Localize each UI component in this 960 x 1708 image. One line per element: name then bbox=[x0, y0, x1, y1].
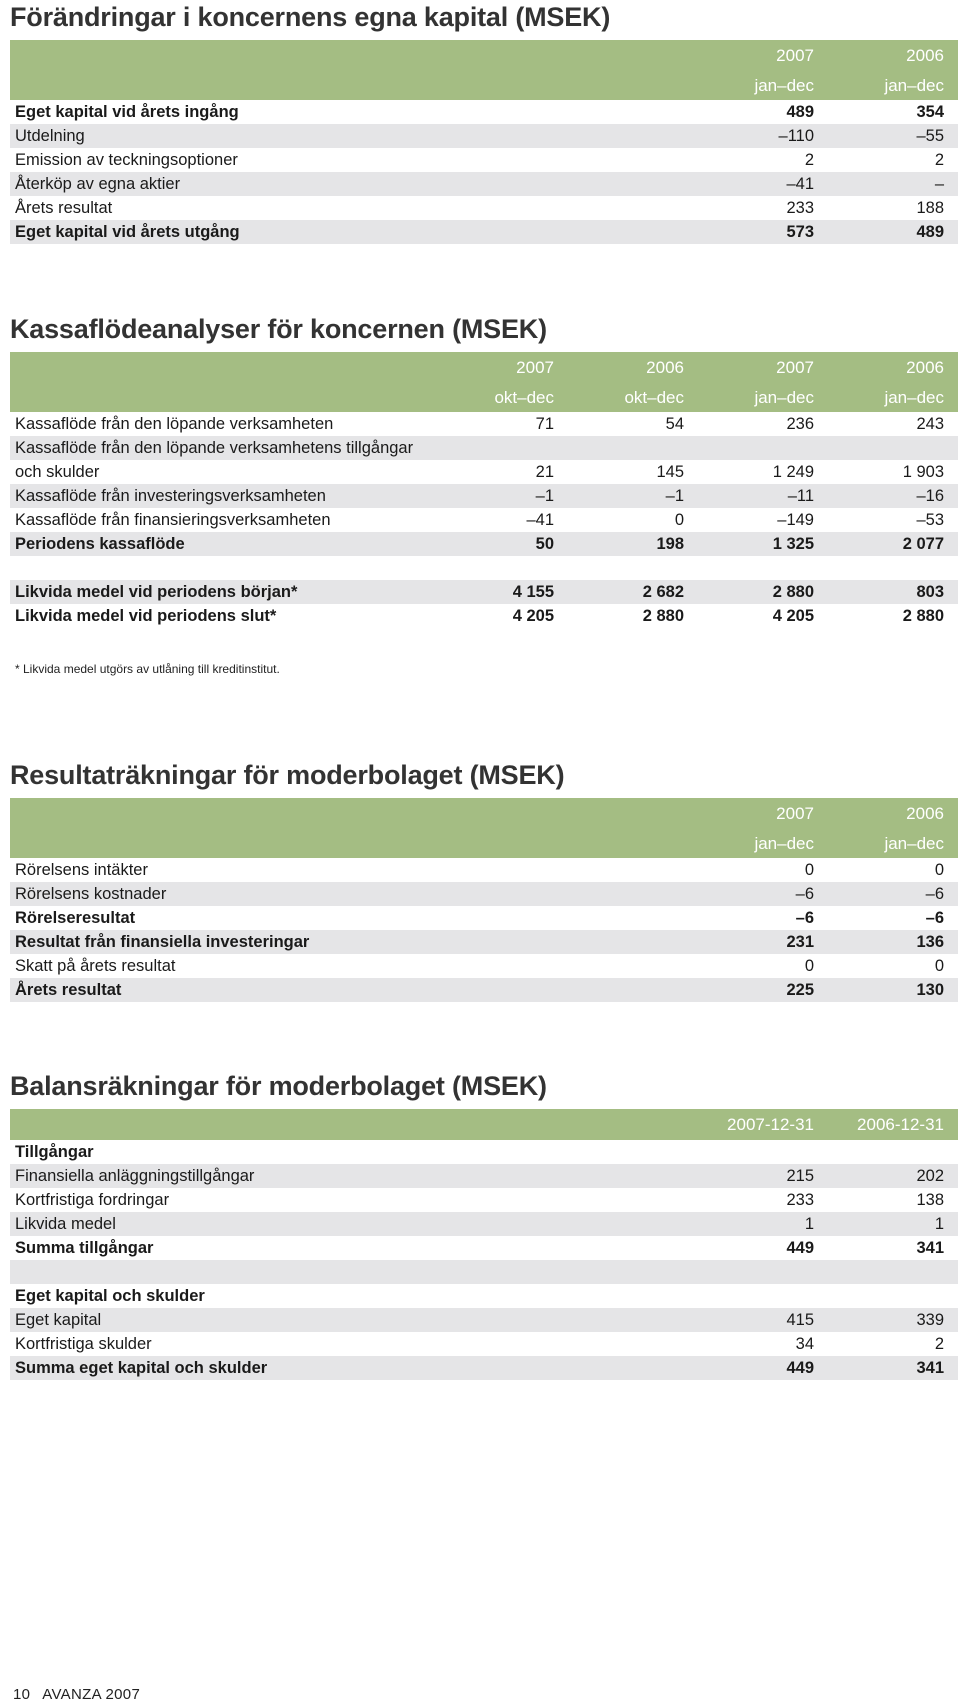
row-value: 130 bbox=[828, 978, 958, 1002]
row-value: –6 bbox=[795, 909, 814, 927]
row-value: –6 bbox=[698, 882, 828, 906]
row-value bbox=[698, 556, 828, 580]
table-row bbox=[10, 930, 958, 954]
row-value: 489 bbox=[786, 103, 814, 121]
column-header-period: jan–dec bbox=[698, 71, 828, 100]
table-row bbox=[10, 1308, 958, 1332]
column-header-period: okt–dec bbox=[438, 383, 568, 412]
row-value: 215 bbox=[698, 1164, 828, 1188]
row-value: 4 205 bbox=[772, 607, 814, 625]
row-label: Periodens kassaflöde bbox=[10, 532, 438, 556]
cashflow-section bbox=[10, 312, 958, 628]
row-value: –110 bbox=[698, 124, 828, 148]
row-value: 0 bbox=[674, 511, 684, 529]
row-value: 354 bbox=[916, 103, 944, 121]
header-blank-cell bbox=[10, 798, 698, 829]
income-title: Resultaträkningar för moderbolaget (MSEK) bbox=[10, 760, 565, 790]
table-row bbox=[10, 412, 958, 436]
table-row bbox=[10, 148, 958, 172]
row-value: 489 bbox=[828, 220, 958, 244]
row-label: Skatt på årets resultat bbox=[15, 957, 176, 975]
row-value: 573 bbox=[698, 220, 828, 244]
table-row bbox=[10, 858, 958, 882]
row-value: 2 880 bbox=[642, 607, 684, 625]
row-label: Tillgångar bbox=[15, 1143, 94, 1161]
row-value: –149 bbox=[777, 511, 814, 529]
row-value: 50 bbox=[438, 532, 568, 556]
header-row-years bbox=[10, 40, 958, 71]
column-header-period: jan–dec bbox=[698, 829, 828, 858]
table-row bbox=[10, 1140, 958, 1164]
row-value: –11 bbox=[698, 484, 828, 508]
header-blank-cell bbox=[10, 829, 698, 858]
row-value bbox=[438, 556, 568, 580]
row-label: Återköp av egna aktier bbox=[10, 172, 698, 196]
column-header-year: 2006 bbox=[828, 798, 958, 829]
row-value: 225 bbox=[698, 978, 828, 1002]
header-blank-cell bbox=[10, 383, 438, 412]
row-label: och skulder bbox=[15, 463, 100, 481]
table-row bbox=[10, 1284, 958, 1308]
row-label: Rörelsens kostnader bbox=[10, 882, 698, 906]
row-value bbox=[698, 436, 828, 460]
column-header-period: jan–dec bbox=[828, 71, 958, 100]
row-value: –53 bbox=[916, 511, 944, 529]
header-row-periods bbox=[10, 829, 958, 858]
table-row bbox=[10, 1260, 958, 1284]
row-value: 138 bbox=[916, 1191, 944, 1209]
header-blank-cell bbox=[10, 352, 438, 383]
column-header-period: jan–dec bbox=[828, 829, 958, 858]
header-row-years bbox=[10, 798, 958, 829]
table-row bbox=[10, 508, 958, 532]
row-value: –55 bbox=[828, 124, 958, 148]
header-row-periods bbox=[10, 71, 958, 100]
balance-title: Balansräkningar för moderbolaget (MSEK) bbox=[10, 1071, 547, 1101]
row-value bbox=[828, 1284, 958, 1308]
column-header-year: 2007 bbox=[698, 40, 828, 71]
page-number: 10 bbox=[13, 1686, 31, 1703]
table-row bbox=[10, 100, 958, 124]
row-value: 236 bbox=[786, 415, 814, 433]
column-header-period: okt–dec bbox=[568, 383, 698, 412]
row-value: –6 bbox=[828, 882, 958, 906]
page-footer bbox=[13, 1686, 140, 1703]
cashflow-table bbox=[10, 352, 958, 628]
row-value: –41 bbox=[698, 172, 828, 196]
row-value: 0 bbox=[934, 957, 944, 975]
table-row bbox=[10, 532, 958, 556]
equity-title: Förändringar i koncernens egna kapital (MSEK) bbox=[10, 2, 611, 32]
row-value: 1 325 bbox=[698, 532, 828, 556]
row-label: Eget kapital vid årets ingång bbox=[15, 103, 239, 121]
row-value: 449 bbox=[698, 1356, 828, 1380]
row-value: 136 bbox=[828, 930, 958, 954]
row-value: 0 bbox=[934, 861, 944, 879]
row-value: 188 bbox=[916, 199, 944, 217]
row-value: 1 bbox=[698, 1212, 828, 1236]
row-label: Eget kapital och skulder bbox=[15, 1287, 205, 1305]
row-value bbox=[828, 1140, 958, 1164]
row-value: 2 880 bbox=[902, 607, 944, 625]
table-row bbox=[10, 1356, 958, 1380]
row-value: 2 880 bbox=[698, 580, 828, 604]
column-header-period: jan–dec bbox=[828, 383, 958, 412]
balance-section bbox=[10, 1069, 958, 1380]
table-row bbox=[10, 882, 958, 906]
row-value bbox=[568, 556, 698, 580]
balance-tbody bbox=[10, 1109, 958, 1380]
row-label: Eget kapital bbox=[10, 1308, 698, 1332]
row-value bbox=[568, 436, 698, 460]
row-label: Resultat från finansiella investeringar bbox=[10, 930, 698, 954]
column-header-year: 2007 bbox=[438, 352, 568, 383]
table-row bbox=[10, 954, 958, 978]
table-row bbox=[10, 556, 958, 580]
row-label: Summa eget kapital och skulder bbox=[10, 1356, 698, 1380]
column-header-year: 2006 bbox=[568, 352, 698, 383]
row-value: 2 bbox=[804, 151, 814, 169]
row-value: 339 bbox=[828, 1308, 958, 1332]
column-header-year: 2006 bbox=[828, 352, 958, 383]
row-value: 145 bbox=[656, 463, 684, 481]
equity-section bbox=[10, 0, 958, 244]
header-row-years bbox=[10, 352, 958, 383]
column-header-year: 2006-12-31 bbox=[828, 1109, 958, 1140]
table-row bbox=[10, 1164, 958, 1188]
row-label: Kassaflöde från den löpande verksamhetens tillgångar bbox=[10, 436, 438, 460]
row-label: Likvida medel vid periodens slut* bbox=[15, 607, 277, 625]
cashflow-footnote: * Likvida medel utgörs av utlåning till kreditinstitut. bbox=[15, 662, 280, 676]
row-label: Kortfristiga skulder bbox=[15, 1335, 152, 1353]
publication-name: AVANZA 2007 bbox=[42, 1686, 141, 1703]
table-row bbox=[10, 1212, 958, 1236]
column-header-year: 2007 bbox=[698, 798, 828, 829]
row-value: 4 205 bbox=[512, 607, 554, 625]
column-header-year: 2007 bbox=[698, 352, 828, 383]
row-value: 198 bbox=[568, 532, 698, 556]
cashflow-title: Kassaflödeanalyser för koncernen (MSEK) bbox=[10, 314, 547, 344]
row-label bbox=[10, 1260, 698, 1284]
row-value: 341 bbox=[828, 1356, 958, 1380]
row-value: 202 bbox=[828, 1164, 958, 1188]
table-row bbox=[10, 436, 958, 460]
table-row bbox=[10, 124, 958, 148]
row-label: Kassaflöde från finansieringsverksamheten bbox=[15, 511, 331, 529]
column-header-year: 2007-12-31 bbox=[698, 1109, 828, 1140]
row-value: 1 bbox=[828, 1212, 958, 1236]
table-row bbox=[10, 978, 958, 1002]
row-value: 231 bbox=[698, 930, 828, 954]
table-row bbox=[10, 604, 958, 628]
row-value: 71 bbox=[535, 415, 554, 433]
row-value: 341 bbox=[916, 1239, 944, 1257]
table-row bbox=[10, 196, 958, 220]
row-label: Kassaflöde från den löpande verksamheten bbox=[15, 415, 334, 433]
row-label bbox=[10, 556, 438, 580]
row-label: Kassaflöde från investeringsverksamheten bbox=[10, 484, 438, 508]
header-blank-cell bbox=[10, 71, 698, 100]
row-value: 21 bbox=[535, 463, 554, 481]
row-value: 4 155 bbox=[438, 580, 568, 604]
row-value: 0 bbox=[804, 861, 814, 879]
row-label: Rörelseresultat bbox=[15, 909, 136, 927]
table-row bbox=[10, 906, 958, 930]
row-value: – bbox=[828, 172, 958, 196]
row-value bbox=[828, 556, 958, 580]
table-row bbox=[10, 1236, 958, 1260]
row-value: 243 bbox=[916, 415, 944, 433]
row-value bbox=[698, 1260, 828, 1284]
row-value: 1 903 bbox=[902, 463, 944, 481]
row-label: Finansiella anläggningstillgångar bbox=[10, 1164, 698, 1188]
row-value: –41 bbox=[526, 511, 554, 529]
row-label: Likvida medel bbox=[10, 1212, 698, 1236]
column-header-period: jan–dec bbox=[698, 383, 828, 412]
row-value: 0 bbox=[804, 957, 814, 975]
row-value bbox=[438, 436, 568, 460]
header-blank-cell bbox=[10, 40, 698, 71]
row-label: Årets resultat bbox=[10, 978, 698, 1002]
row-value bbox=[698, 1284, 828, 1308]
row-label: Emission av teckningsoptioner bbox=[15, 151, 238, 169]
cashflow-tbody bbox=[10, 352, 958, 628]
row-value: 1 249 bbox=[772, 463, 814, 481]
balance-table bbox=[10, 1109, 958, 1380]
header-row-periods bbox=[10, 383, 958, 412]
column-header-year: 2006 bbox=[828, 40, 958, 71]
row-label: Eget kapital vid årets utgång bbox=[10, 220, 698, 244]
row-value bbox=[828, 436, 958, 460]
row-label: Kortfristiga fordringar bbox=[15, 1191, 170, 1209]
row-label: Summa tillgångar bbox=[15, 1239, 154, 1257]
table-row bbox=[10, 460, 958, 484]
table-row bbox=[10, 220, 958, 244]
row-value: 2 bbox=[934, 1335, 944, 1353]
row-value: 233 bbox=[786, 199, 814, 217]
table-row bbox=[10, 172, 958, 196]
income-table bbox=[10, 798, 958, 1002]
row-label: Rörelsens intäkter bbox=[15, 861, 148, 879]
row-value: 34 bbox=[795, 1335, 814, 1353]
row-value: –1 bbox=[568, 484, 698, 508]
header-blank-cell bbox=[10, 1109, 698, 1140]
row-value: 449 bbox=[786, 1239, 814, 1257]
row-value bbox=[828, 1260, 958, 1284]
row-value: –16 bbox=[828, 484, 958, 508]
equity-tbody bbox=[10, 40, 958, 244]
income-tbody bbox=[10, 798, 958, 1002]
row-value: –6 bbox=[925, 909, 944, 927]
income-section bbox=[10, 758, 958, 1002]
row-value: 415 bbox=[698, 1308, 828, 1332]
row-value: 233 bbox=[786, 1191, 814, 1209]
row-value: 803 bbox=[828, 580, 958, 604]
row-value bbox=[698, 1140, 828, 1164]
header-row-years bbox=[10, 1109, 958, 1140]
table-row bbox=[10, 1332, 958, 1356]
table-row bbox=[10, 484, 958, 508]
row-value: –1 bbox=[438, 484, 568, 508]
row-label: Likvida medel vid periodens början* bbox=[10, 580, 438, 604]
row-value: 2 bbox=[934, 151, 944, 169]
table-row bbox=[10, 1188, 958, 1212]
row-value: 2 077 bbox=[828, 532, 958, 556]
row-label: Årets resultat bbox=[15, 199, 113, 217]
equity-table bbox=[10, 40, 958, 244]
table-row bbox=[10, 580, 958, 604]
row-value: 2 682 bbox=[568, 580, 698, 604]
row-label: Utdelning bbox=[10, 124, 698, 148]
row-value: 54 bbox=[665, 415, 684, 433]
